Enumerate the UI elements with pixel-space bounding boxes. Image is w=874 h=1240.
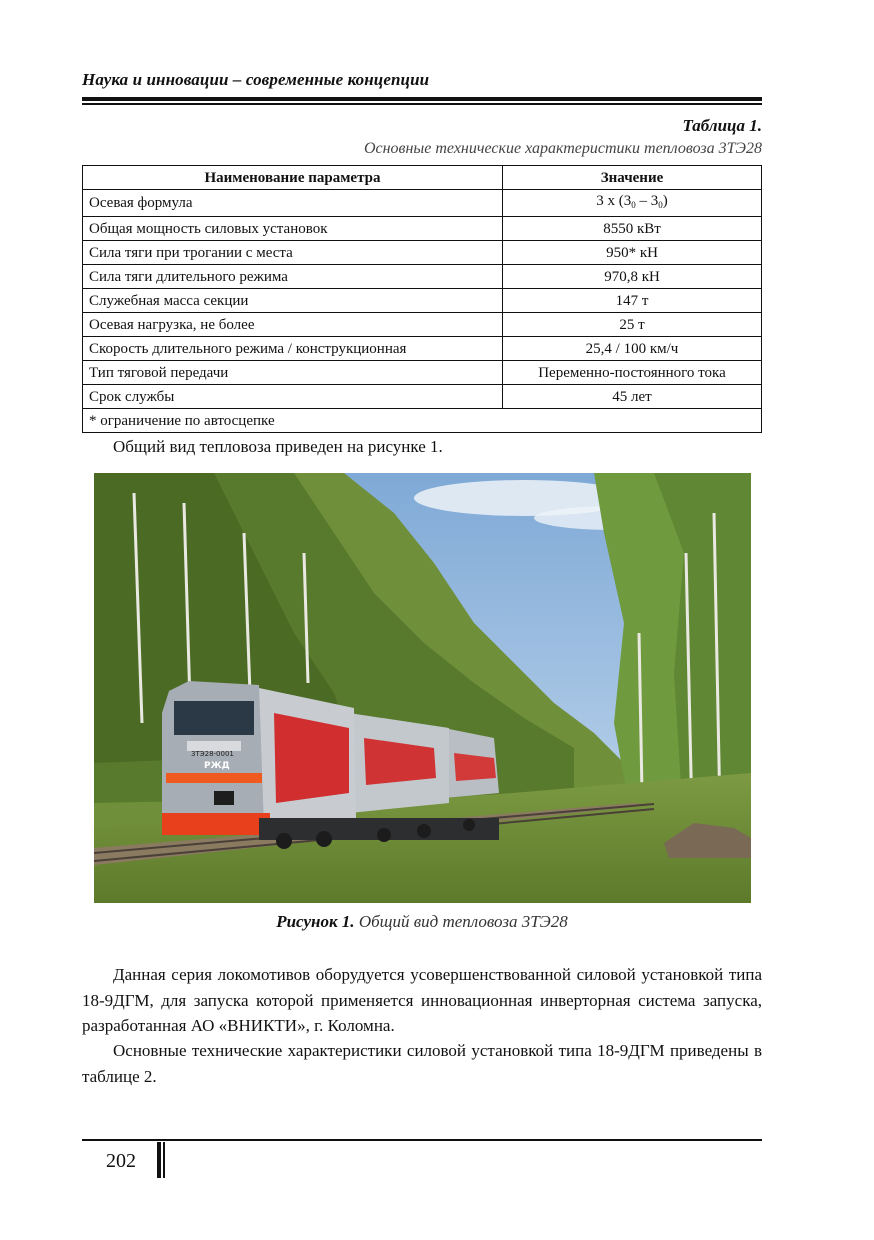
- value-text: 3 х (3: [596, 193, 632, 209]
- subscript: 0: [631, 200, 636, 210]
- subscript: 0: [658, 200, 663, 210]
- table-row: [83, 190, 762, 217]
- param-cell: Скорость длительного режима / конструкционная: [83, 337, 503, 361]
- footer-rule: [82, 1139, 762, 1141]
- value-text: – 3: [635, 193, 659, 209]
- param-cell: Осевая формула: [83, 190, 503, 217]
- running-header: Наука и инновации – современные концепции: [82, 70, 430, 89]
- table-row: [83, 313, 762, 337]
- header-rule-thin: [82, 103, 762, 105]
- figure-caption-text: Общий вид тепловоза 3ТЭ28: [354, 912, 568, 931]
- param-cell: Сила тяги длительного режима: [83, 265, 503, 289]
- value-cell: 8550 кВт: [503, 217, 762, 241]
- table-row: [83, 241, 762, 265]
- param-cell: Осевая нагрузка, не более: [83, 313, 503, 337]
- body-paragraph: Основные технические характеристики силовой установкой типа 18-9ДГМ приведены в таблице 2.: [82, 1041, 762, 1086]
- specs-table: [82, 165, 762, 433]
- value-cell: 147 т: [503, 289, 762, 313]
- rzd-logo: РЖД: [204, 761, 230, 771]
- locomotive-number: 3ТЭ28-0001: [191, 750, 234, 758]
- value-cell: 950* кН: [503, 241, 762, 265]
- locomotive-photo: [94, 473, 751, 903]
- param-cell: Сила тяги при трогании с места: [83, 241, 503, 265]
- table-footnote-row: [83, 409, 762, 433]
- table-caption: Основные технические характеристики тепловоза 3ТЭ28: [363, 140, 762, 157]
- value-cell: 25 т: [503, 313, 762, 337]
- value-text: ): [662, 193, 668, 209]
- value-cell: 45 лет: [503, 385, 762, 409]
- table-row: [83, 337, 762, 361]
- table-row: [83, 361, 762, 385]
- intro-paragraph: Общий вид тепловоза приведен на рисунке 1.: [113, 437, 443, 456]
- figure-caption: [82, 912, 762, 932]
- table-row: [83, 385, 762, 409]
- table-footnote: * ограничение по автосцепке: [83, 409, 762, 433]
- value-cell: 25,4 / 100 км/ч: [503, 337, 762, 361]
- value-cell: [503, 190, 762, 217]
- value-cell: Переменно-постоянного тока: [503, 361, 762, 385]
- column-header: Наименование параметра: [83, 166, 503, 190]
- footer-bar-thick: [157, 1142, 161, 1178]
- table-header-row: [83, 166, 762, 190]
- figure-caption-label: Рисунок 1.: [276, 912, 355, 931]
- column-header: Значение: [503, 166, 762, 190]
- table-row: [83, 289, 762, 313]
- footer-bar-thin: [163, 1142, 165, 1178]
- param-cell: Служебная масса секции: [83, 289, 503, 313]
- header-rule-thick: [82, 97, 762, 101]
- table-row: [83, 265, 762, 289]
- table-label: Таблица 1.: [682, 116, 762, 135]
- body-paragraph: Данная серия локомотивов оборудуется усовершенствованной силовой установкой типа 18-9ДГМ, для запуска которой применяется инновационная инверторная система запуска, разработанная АО «ВНИКТИ», г. Коломна.: [82, 965, 762, 1035]
- param-cell: Тип тяговой передачи: [83, 361, 503, 385]
- page-number: 202: [106, 1150, 136, 1172]
- param-cell: Срок службы: [83, 385, 503, 409]
- table-row: [83, 217, 762, 241]
- value-cell: 970,8 кН: [503, 265, 762, 289]
- param-cell: Общая мощность силовых установок: [83, 217, 503, 241]
